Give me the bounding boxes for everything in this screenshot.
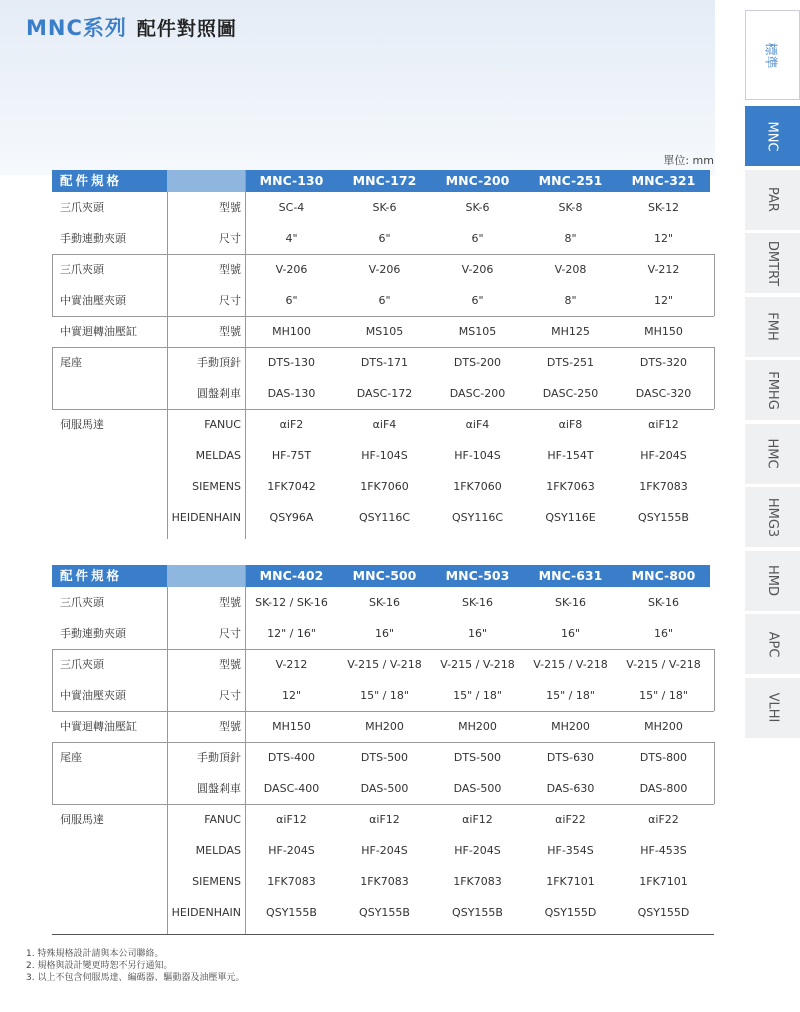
table-row bbox=[52, 680, 714, 711]
group-border bbox=[52, 804, 714, 805]
table-row bbox=[52, 192, 714, 223]
footnote: 1. 特殊規格設計請與本公司聯絡。 bbox=[26, 949, 164, 959]
group-border bbox=[52, 254, 714, 255]
row-category: 三爪夾頭 bbox=[60, 596, 104, 609]
cell-value: DTS-800 bbox=[639, 751, 688, 764]
row-category: 中實迴轉油壓缸 bbox=[60, 720, 137, 733]
cell-value: HF-204S bbox=[361, 844, 408, 857]
cell-value: DTS-500 bbox=[453, 751, 502, 764]
row-attribute: HEIDENHAIN bbox=[171, 511, 241, 524]
cell-value: QSY116C bbox=[358, 511, 411, 524]
cell-value: DTS-500 bbox=[360, 751, 409, 764]
cell-value: SK-6 bbox=[465, 201, 490, 214]
group-border bbox=[52, 347, 53, 409]
cell-value: DTS-630 bbox=[546, 751, 595, 764]
page-title bbox=[26, 12, 237, 42]
group-border bbox=[52, 254, 53, 316]
row-attribute: 尺寸 bbox=[219, 627, 241, 640]
side-tab-mnc[interactable] bbox=[745, 106, 800, 166]
side-tab-hmd[interactable] bbox=[745, 551, 800, 611]
side-tab-label: PAR bbox=[765, 187, 780, 212]
cell-value: HF-104S bbox=[454, 449, 501, 462]
cell-value: V-215 / V-218 bbox=[440, 658, 515, 671]
table-row bbox=[52, 409, 714, 440]
row-attribute: 型號 bbox=[219, 658, 241, 671]
side-tab-hmc[interactable] bbox=[745, 424, 800, 484]
table-header bbox=[52, 565, 714, 587]
side-tab-標準[interactable] bbox=[745, 10, 800, 100]
header-model: MNC-503 bbox=[431, 565, 524, 587]
cell-value: V-212 bbox=[275, 658, 308, 671]
group-border bbox=[52, 347, 714, 348]
row-category: 手動連動夾頭 bbox=[60, 232, 126, 245]
cell-value: αiF12 bbox=[276, 813, 307, 826]
column-divider bbox=[245, 565, 246, 934]
group-border bbox=[52, 742, 53, 804]
row-attribute: 型號 bbox=[219, 325, 241, 338]
cell-value: QSY155D bbox=[544, 906, 597, 919]
cell-value: 12" / 16" bbox=[267, 627, 316, 640]
cell-value: αiF4 bbox=[372, 418, 397, 431]
cell-value: DASC-250 bbox=[542, 387, 599, 400]
group-border bbox=[714, 254, 715, 316]
cell-value: MH200 bbox=[458, 720, 497, 733]
cell-value: QSY155D bbox=[637, 906, 690, 919]
group-border bbox=[52, 649, 53, 711]
header-blank-cell bbox=[167, 170, 245, 192]
row-attribute: 手動頂針 bbox=[197, 751, 241, 764]
group-border bbox=[714, 742, 715, 804]
cell-value: 16" bbox=[653, 627, 674, 640]
table-row bbox=[52, 711, 714, 742]
side-tab-apc[interactable] bbox=[745, 614, 800, 674]
cell-value: HF-154T bbox=[547, 449, 594, 462]
group-border bbox=[52, 409, 714, 410]
table-row bbox=[52, 502, 714, 533]
header-model: MNC-251 bbox=[524, 170, 617, 192]
row-attribute: 型號 bbox=[219, 263, 241, 276]
header-model: MNC-402 bbox=[245, 565, 338, 587]
cell-value: QSY96A bbox=[269, 511, 314, 524]
cell-value: HF-75T bbox=[271, 449, 312, 462]
row-attribute: 圓盤剎車 bbox=[197, 387, 241, 400]
cell-value: DTS-251 bbox=[546, 356, 595, 369]
cell-value: 1FK7083 bbox=[453, 875, 502, 888]
cell-value: MH150 bbox=[272, 720, 311, 733]
side-tab-label: DMTRT bbox=[764, 240, 780, 286]
cell-value: αiF8 bbox=[558, 418, 583, 431]
column-divider bbox=[167, 587, 168, 934]
cell-value: αiF4 bbox=[465, 418, 490, 431]
table-row bbox=[52, 254, 714, 285]
cell-value: SK-16 bbox=[554, 596, 586, 609]
cell-value: DTS-130 bbox=[267, 356, 316, 369]
cell-value: 1FK7042 bbox=[267, 480, 316, 493]
cell-value: HF-453S bbox=[640, 844, 687, 857]
cell-value: 1FK7101 bbox=[639, 875, 688, 888]
cell-value: 6" bbox=[471, 232, 484, 245]
cell-value: HF-204S bbox=[640, 449, 687, 462]
footnotes bbox=[26, 948, 244, 984]
cell-value: SK-16 bbox=[647, 596, 679, 609]
row-category: 中實油壓夾頭 bbox=[60, 294, 126, 307]
footnote: 3. 以上不包含伺服馬達、編碼器、驅動器及油壓單元。 bbox=[26, 973, 245, 983]
side-tab-fmh[interactable] bbox=[745, 297, 800, 357]
side-tab-fmhg[interactable] bbox=[745, 360, 800, 420]
cell-value: HF-104S bbox=[361, 449, 408, 462]
cell-value: 16" bbox=[560, 627, 581, 640]
row-attribute: FANUC bbox=[204, 418, 241, 431]
column-divider bbox=[167, 192, 168, 539]
cell-value: MS105 bbox=[458, 325, 497, 338]
row-category: 中實油壓夾頭 bbox=[60, 689, 126, 702]
header-model: MNC-200 bbox=[431, 170, 524, 192]
cell-value: V-206 bbox=[368, 263, 401, 276]
cell-value: HF-204S bbox=[454, 844, 501, 857]
side-tab-hmg3[interactable] bbox=[745, 487, 800, 547]
side-tab-par[interactable] bbox=[745, 170, 800, 230]
group-border bbox=[52, 742, 714, 743]
table-row bbox=[52, 440, 714, 471]
spec-table bbox=[52, 170, 714, 541]
table-row bbox=[52, 347, 714, 378]
cell-value: 1FK7101 bbox=[546, 875, 595, 888]
row-category: 三爪夾頭 bbox=[60, 658, 104, 671]
cell-value: V-215 / V-218 bbox=[533, 658, 608, 671]
cell-value: 1FK7083 bbox=[267, 875, 316, 888]
cell-value: 6" bbox=[378, 294, 391, 307]
row-category: 伺服馬達 bbox=[60, 813, 104, 826]
cell-value: QSY116E bbox=[545, 511, 596, 524]
table-row bbox=[52, 378, 714, 409]
cell-value: αiF22 bbox=[555, 813, 586, 826]
cell-value: SK-6 bbox=[372, 201, 397, 214]
cell-value: MS105 bbox=[365, 325, 404, 338]
table-header bbox=[52, 170, 714, 192]
cell-value: QSY155B bbox=[266, 906, 317, 919]
cell-value: 1FK7083 bbox=[360, 875, 409, 888]
cell-value: 1FK7060 bbox=[453, 480, 502, 493]
side-tab-label: HMC bbox=[764, 438, 780, 469]
cell-value: DTS-171 bbox=[360, 356, 409, 369]
cell-value: DASC-172 bbox=[356, 387, 413, 400]
side-tab-label: HMD bbox=[764, 564, 780, 597]
cell-value: 6" bbox=[285, 294, 298, 307]
cell-value: αiF2 bbox=[279, 418, 304, 431]
cell-value: 1FK7063 bbox=[546, 480, 595, 493]
cell-value: DAS-130 bbox=[267, 387, 316, 400]
row-attribute: MELDAS bbox=[195, 844, 241, 857]
cell-value: DASC-320 bbox=[635, 387, 692, 400]
row-attribute: 型號 bbox=[219, 596, 241, 609]
cell-value: 8" bbox=[564, 232, 577, 245]
cell-value: MH200 bbox=[365, 720, 404, 733]
row-attribute: 尺寸 bbox=[219, 294, 241, 307]
row-attribute: 尺寸 bbox=[219, 232, 241, 245]
cell-value: 16" bbox=[467, 627, 488, 640]
row-attribute: HEIDENHAIN bbox=[171, 906, 241, 919]
row-attribute: FANUC bbox=[204, 813, 241, 826]
table-row bbox=[52, 223, 714, 254]
cell-value: 6" bbox=[378, 232, 391, 245]
table-row bbox=[52, 804, 714, 835]
cell-value: DTS-400 bbox=[267, 751, 316, 764]
cell-value: DTS-200 bbox=[453, 356, 502, 369]
cell-value: αiF12 bbox=[369, 813, 400, 826]
cell-value: SC-4 bbox=[278, 201, 305, 214]
cell-value: QSY155B bbox=[359, 906, 410, 919]
cell-value: DAS-500 bbox=[453, 782, 502, 795]
row-attribute: 圓盤剎車 bbox=[197, 782, 241, 795]
row-category: 尾座 bbox=[60, 751, 82, 764]
cell-value: MH100 bbox=[272, 325, 311, 338]
header-model: MNC-130 bbox=[245, 170, 338, 192]
column-divider bbox=[245, 170, 246, 539]
cell-value: DASC-200 bbox=[449, 387, 506, 400]
cell-value: DTS-320 bbox=[639, 356, 688, 369]
cell-value: QSY116C bbox=[451, 511, 504, 524]
cell-value: 15" / 18" bbox=[639, 689, 688, 702]
side-tab-label: VLHI bbox=[765, 692, 780, 723]
cell-value: V-206 bbox=[461, 263, 494, 276]
header-model: MNC-800 bbox=[617, 565, 710, 587]
cell-value: 16" bbox=[374, 627, 395, 640]
side-tab-label: HMG3 bbox=[765, 497, 780, 537]
header-spec-label: 配件規格 bbox=[52, 565, 167, 587]
group-border bbox=[52, 649, 714, 650]
cell-value: DAS-800 bbox=[639, 782, 688, 795]
side-tab-label: APC bbox=[765, 631, 780, 657]
row-attribute: SIEMENS bbox=[192, 875, 241, 888]
cell-value: 12" bbox=[281, 689, 302, 702]
cell-value: 15" / 18" bbox=[453, 689, 502, 702]
table-row bbox=[52, 471, 714, 502]
header-model: MNC-631 bbox=[524, 565, 617, 587]
cell-value: MH200 bbox=[644, 720, 683, 733]
cell-value: 1FK7060 bbox=[360, 480, 409, 493]
cell-value: SK-12 bbox=[647, 201, 679, 214]
cell-value: HF-354S bbox=[547, 844, 594, 857]
cell-value: MH200 bbox=[551, 720, 590, 733]
cell-value: V-212 bbox=[647, 263, 680, 276]
cell-value: 12" bbox=[653, 294, 674, 307]
side-tab-dmtrt[interactable] bbox=[745, 233, 800, 293]
cell-value: MH150 bbox=[644, 325, 683, 338]
cell-value: 15" / 18" bbox=[546, 689, 595, 702]
row-attribute: 尺寸 bbox=[219, 689, 241, 702]
side-tab-label: FMHG bbox=[764, 370, 780, 410]
row-category: 手動連動夾頭 bbox=[60, 627, 126, 640]
table-row bbox=[52, 897, 714, 928]
header-spec-label: 配件規格 bbox=[52, 170, 167, 192]
side-tab-vlhi[interactable] bbox=[745, 678, 800, 738]
cell-value: DASC-400 bbox=[263, 782, 320, 795]
row-category: 尾座 bbox=[60, 356, 82, 369]
cell-value: V-206 bbox=[275, 263, 308, 276]
cell-value: SK-16 bbox=[368, 596, 400, 609]
cell-value: V-215 / V-218 bbox=[347, 658, 422, 671]
cell-value: 8" bbox=[564, 294, 577, 307]
table-row bbox=[52, 866, 714, 897]
side-tab-label: 標準 bbox=[762, 41, 778, 69]
table-row bbox=[52, 316, 714, 347]
cell-value: MH125 bbox=[551, 325, 590, 338]
cell-value: V-208 bbox=[554, 263, 587, 276]
main-title: 配件對照圖 bbox=[136, 18, 237, 40]
table-row bbox=[52, 742, 714, 773]
header-blank-cell bbox=[167, 565, 245, 587]
cell-value: QSY155B bbox=[452, 906, 503, 919]
cell-value: DAS-500 bbox=[360, 782, 409, 795]
row-attribute: MELDAS bbox=[195, 449, 241, 462]
cell-value: 4" bbox=[285, 232, 298, 245]
cell-value: SK-16 bbox=[461, 596, 493, 609]
cell-value: SK-12 / SK-16 bbox=[255, 596, 328, 609]
header-model: MNC-172 bbox=[338, 170, 431, 192]
header-model: MNC-500 bbox=[338, 565, 431, 587]
footnote: 2. 規格與設計變更時恕不另行通知。 bbox=[26, 961, 173, 971]
cell-value: SK-8 bbox=[558, 201, 583, 214]
row-category: 三爪夾頭 bbox=[60, 263, 104, 276]
group-border bbox=[714, 347, 715, 409]
group-border bbox=[714, 649, 715, 711]
table-row bbox=[52, 773, 714, 804]
group-border bbox=[52, 316, 714, 317]
row-attribute: SIEMENS bbox=[192, 480, 241, 493]
row-category: 三爪夾頭 bbox=[60, 201, 104, 214]
table-row bbox=[52, 285, 714, 316]
row-attribute: 型號 bbox=[219, 201, 241, 214]
table-row bbox=[52, 618, 714, 649]
row-attribute: 手動頂針 bbox=[197, 356, 241, 369]
cell-value: DAS-630 bbox=[546, 782, 595, 795]
cell-value: 6" bbox=[471, 294, 484, 307]
spec-table bbox=[52, 565, 714, 936]
series-title: MNC系列 bbox=[26, 16, 127, 40]
cell-value: QSY155B bbox=[638, 511, 689, 524]
group-border bbox=[52, 711, 714, 712]
side-tab-label: MNC bbox=[765, 120, 780, 152]
row-category: 中實迴轉油壓缸 bbox=[60, 325, 137, 338]
side-tab-label: FMH bbox=[764, 312, 780, 341]
row-category: 伺服馬達 bbox=[60, 418, 104, 431]
cell-value: αiF12 bbox=[648, 418, 679, 431]
cell-value: HF-204S bbox=[268, 844, 315, 857]
table-row bbox=[52, 587, 714, 618]
cell-value: 12" bbox=[653, 232, 674, 245]
cell-value: 1FK7083 bbox=[639, 480, 688, 493]
unit-label: 單位: mm bbox=[663, 154, 714, 167]
cell-value: αiF22 bbox=[648, 813, 679, 826]
cell-value: 15" / 18" bbox=[360, 689, 409, 702]
cell-value: αiF12 bbox=[462, 813, 493, 826]
cell-value: V-215 / V-218 bbox=[626, 658, 701, 671]
table-bottom-rule bbox=[52, 934, 714, 935]
table-row bbox=[52, 649, 714, 680]
table-row bbox=[52, 835, 714, 866]
header-model: MNC-321 bbox=[617, 170, 710, 192]
row-attribute: 型號 bbox=[219, 720, 241, 733]
